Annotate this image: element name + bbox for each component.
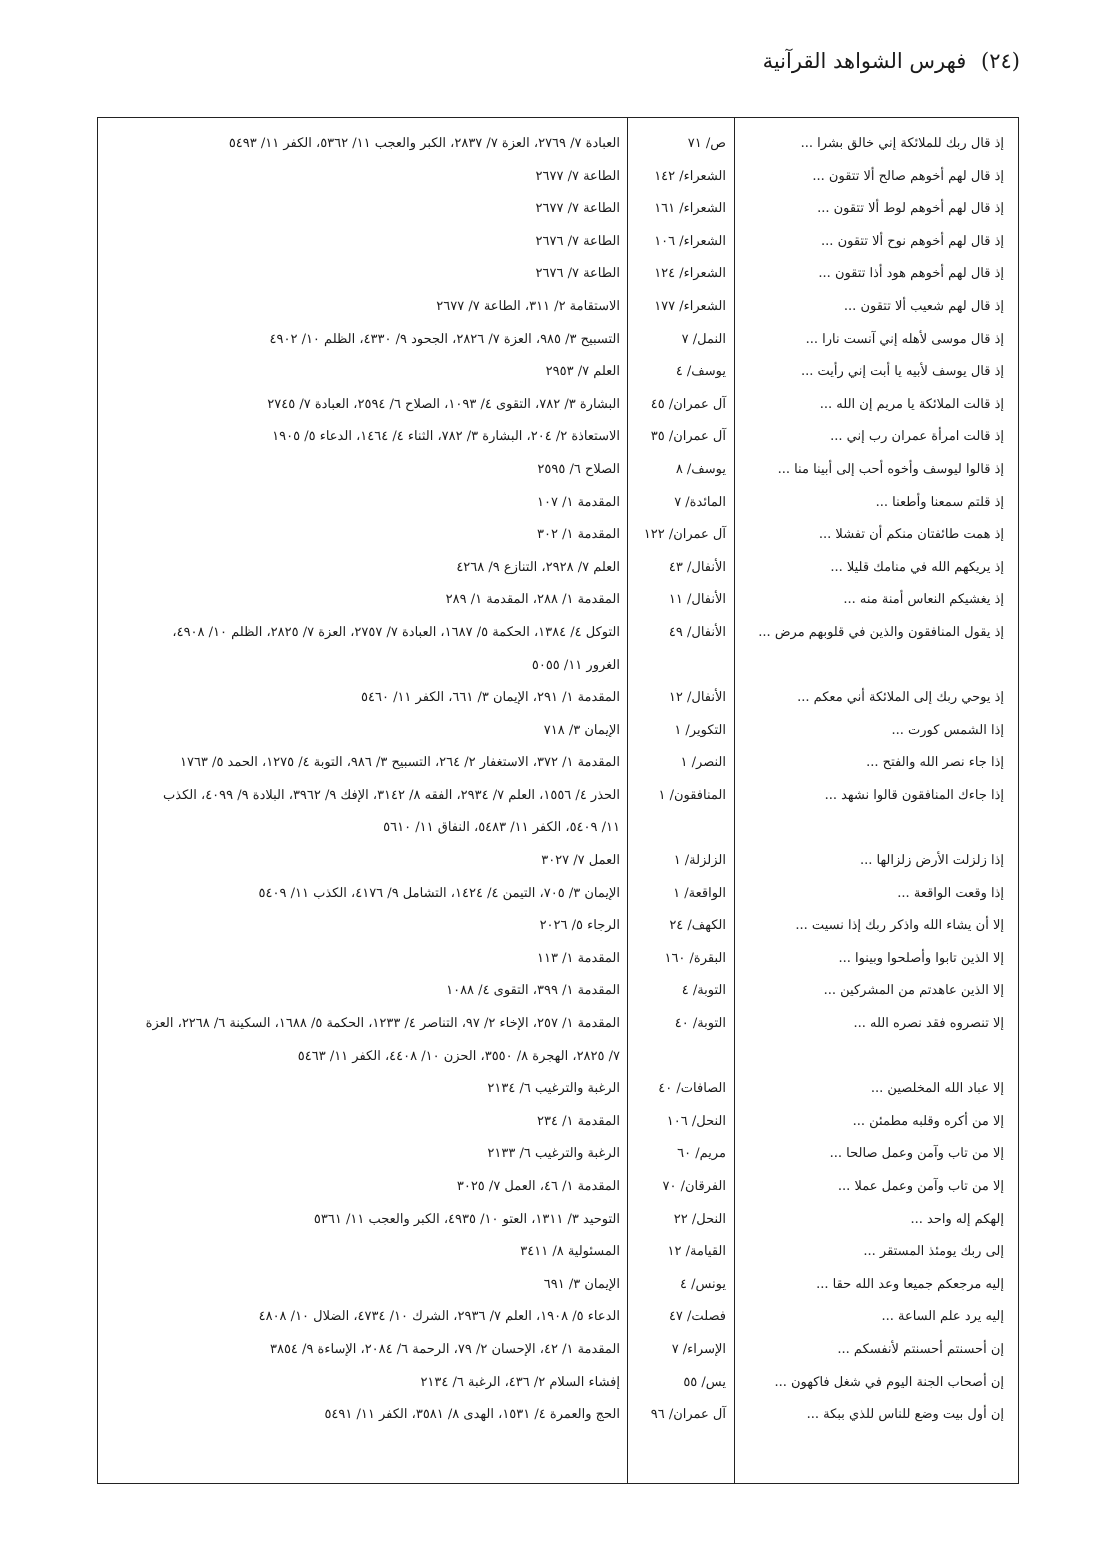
verse-text: إليه يرد علم الساعة ... xyxy=(881,1309,1004,1325)
surah-reference: التوبة/ ٤٠ xyxy=(674,1016,726,1032)
occurrence-line: الرجاء ٥/ ٢٠٢٦ xyxy=(539,918,620,934)
occurrences xyxy=(104,519,620,552)
occurrences xyxy=(104,1334,620,1367)
surah-reference: الأنفال/ ٤٣ xyxy=(668,559,726,575)
surah-reference: النحل/ ١٠٦ xyxy=(666,1113,726,1129)
occurrence-line: الاستعاذة ٢/ ٢٠٤، البشارة ٣/ ٧٨٢، الثناء ٤/ ١٤٦٤، الدعاء ٥/ ١٩٠٥ xyxy=(272,429,620,445)
table-row xyxy=(98,389,1018,422)
surah-reference: البقرة/ ١٦٠ xyxy=(664,950,726,966)
surah-reference: الأنفال/ ١٢ xyxy=(668,690,726,706)
occurrence-line: الصلاح ٦/ ٢٥٩٥ xyxy=(537,461,620,477)
verse-text: إلا من تاب وآمن وعمل عملا ... xyxy=(837,1179,1004,1194)
surah-reference: النمل/ ٧ xyxy=(681,331,726,347)
surah-reference: الشعراء/ ١٢٤ xyxy=(654,266,726,282)
occurrence-line: الطاعة ٧/ ٢٦٧٧ xyxy=(535,201,620,217)
surah-reference: آل عمران/ ٤٥ xyxy=(650,396,726,412)
surah-reference: آل عمران/ ٩٦ xyxy=(650,1407,726,1423)
occurrences xyxy=(104,1138,620,1171)
table-row xyxy=(98,519,1018,552)
occurrence-line: المقدمة ١/ ١١٣ xyxy=(536,950,620,966)
occurrence-line: ٧/ ٢٨٢٥، الهجرة ٨/ ٣٥٥٠، الحزن ١٠/ ٤٤٠٨، الكفر ١١/ ٥٤٦٣ xyxy=(297,1048,620,1064)
verse-text: إذ قالوا ليوسف وأخوه أحب إلى أبينا منا ... xyxy=(777,461,1004,477)
table-row xyxy=(98,291,1018,324)
verse-text: إذ قال يوسف لأبيه يا أبت إني رأيت ... xyxy=(801,364,1004,380)
surah-reference: المنافقون/ ١ xyxy=(658,787,726,803)
surah-reference: يس/ ٥٥ xyxy=(683,1374,726,1390)
verse-text: إذ قالت الملائكة يا مريم إن الله ... xyxy=(819,396,1004,412)
verse-text: إذ يغشيكم النعاس أمنة منه ... xyxy=(843,592,1004,608)
occurrences xyxy=(104,715,620,748)
occurrence-line: العمل ٧/ ٣٠٢٧ xyxy=(541,853,620,869)
table-row xyxy=(98,878,1018,911)
occurrences xyxy=(104,780,620,845)
verse-text: إلا الذين عاهدتم من المشركين ... xyxy=(823,983,1004,999)
verse-text: إن أحسنتم أحسنتم لأنفسكم ... xyxy=(837,1341,1004,1357)
table-row xyxy=(98,356,1018,389)
occurrences xyxy=(104,1367,620,1400)
surah-reference: فصلت/ ٤٧ xyxy=(668,1309,726,1325)
table-row xyxy=(98,193,1018,226)
surah-reference: القيامة/ ١٢ xyxy=(667,1244,726,1260)
verse-text: إذا جاءك المنافقون قالوا نشهد ... xyxy=(824,787,1004,803)
occurrence-line: العبادة ٧/ ٢٧٦٩، العزة ٧/ ٢٨٣٧، الكبر والعجب ١١/ ٥٣٦٢، الكفر ١١/ ٥٤٩٣ xyxy=(228,136,620,151)
table-row xyxy=(98,780,1018,845)
surah-reference: التكوير/ ١ xyxy=(674,722,726,738)
table-row xyxy=(98,975,1018,1008)
occurrence-line: ١١/ ٥٤٠٩، الكفر ١١/ ٥٤٨٣، النفاق ١١/ ٥٦١٠ xyxy=(383,820,620,836)
occurrence-line: المقدمة ١/ ٤٦، العمل ٧/ ٣٠٢٥ xyxy=(456,1179,620,1194)
occurrence-line: المقدمة ١/ ٤٢، الإحسان ٢/ ٧٩، الرحمة ٦/ ٢٠٨٤، الإساءة ٩/ ٣٨٥٤ xyxy=(269,1341,620,1357)
verse-text: إذا جاء نصر الله والفتح ... xyxy=(866,755,1004,771)
page-title: فهرس الشواهد القرآنية xyxy=(762,49,967,73)
occurrences xyxy=(104,1106,620,1139)
table-row xyxy=(98,747,1018,780)
verse-text: إذ قال لهم أخوهم هود أذا تتقون ... xyxy=(818,266,1004,282)
occurrences xyxy=(104,552,620,585)
table-row xyxy=(98,421,1018,454)
table-row xyxy=(98,1301,1018,1334)
occurrences xyxy=(104,356,620,389)
surah-reference: الأنفال/ ١١ xyxy=(668,592,726,608)
surah-reference: النحل/ ٢٢ xyxy=(673,1211,726,1227)
occurrences xyxy=(104,584,620,617)
occurrences xyxy=(104,128,620,161)
occurrences xyxy=(104,975,620,1008)
occurrence-line: التوحيد ٣/ ١٣١١، العتو ١٠/ ٤٩٣٥، الكبر والعجب ١١/ ٥٣٦١ xyxy=(313,1211,620,1227)
occurrence-line: الطاعة ٧/ ٢٦٧٦ xyxy=(535,233,620,249)
occurrence-line: الدعاء ٥/ ١٩٠٨، العلم ٧/ ٢٩٣٦، الشرك ١٠/ ٤٧٣٤، الضلال ١٠/ ٤٨٠٨ xyxy=(258,1309,620,1325)
occurrence-line: الرغبة والترغيب ٦/ ٢١٣٣ xyxy=(487,1146,620,1162)
occurrence-line: الرغبة والترغيب ٦/ ٢١٣٤ xyxy=(487,1081,620,1097)
table-row xyxy=(98,324,1018,357)
surah-reference: يوسف/ ٨ xyxy=(675,461,726,477)
table-row xyxy=(98,161,1018,194)
surah-reference: الكهف/ ٢٤ xyxy=(669,918,726,934)
verse-text: إلا من أكره وقلبه مطمئن ... xyxy=(852,1113,1004,1129)
surah-reference: يونس/ ٤ xyxy=(679,1276,726,1292)
verse-text: إذ قال لهم أخوهم صالح ألا تتقون ... xyxy=(812,168,1004,184)
occurrence-line: الغرور ١١/ ٥٠٥٥ xyxy=(531,657,620,673)
occurrence-line: البشارة ٣/ ٧٨٢، التقوى ٤/ ١٠٩٣، الصلاح ٦/ ٢٥٩٤، العبادة ٧/ ٢٧٤٥ xyxy=(267,396,620,412)
occurrence-line: التسبيح ٣/ ٩٨٥، العزة ٧/ ٢٨٢٦، الجحود ٩/ ٤٣٣٠، الظلم ١٠/ ٤٩٠٢ xyxy=(269,331,620,347)
occurrences xyxy=(104,1399,620,1432)
occurrence-line: العلم ٧/ ٢٩٥٣ xyxy=(545,364,620,380)
occurrence-line: الإيمان ٣/ ٧٠٥، التيمن ٤/ ١٤٢٤، التشامل ٩/ ٤١٧٦، الكذب ١١/ ٥٤٠٩ xyxy=(258,885,620,901)
verse-text: إذ همت طائفتان منكم أن تفشلا ... xyxy=(818,527,1004,543)
table-row xyxy=(98,226,1018,259)
verse-text: إلهكم إله واحد ... xyxy=(910,1211,1004,1227)
occurrences xyxy=(104,291,620,324)
occurrences xyxy=(104,910,620,943)
occurrence-line: المقدمة ١/ ٢٨٨، المقدمة ١/ ٢٨٩ xyxy=(445,592,620,608)
table-row xyxy=(98,552,1018,585)
occurrences xyxy=(104,943,620,976)
occurrence-line: المقدمة ١/ ٣٠٢ xyxy=(536,527,620,543)
surah-reference: الشعراء/ ١٠٦ xyxy=(654,233,726,249)
verse-text: إذا وقعت الواقعة ... xyxy=(897,885,1004,901)
surah-reference: الشعراء/ ١٤٢ xyxy=(654,168,726,184)
occurrence-line: المقدمة ١/ ٢٩١، الإيمان ٣/ ٦٦١، الكفر ١١/ ٥٤٦٠ xyxy=(361,690,620,706)
occurrences xyxy=(104,1204,620,1237)
verse-text: إلا عباد الله المخلصين ... xyxy=(870,1081,1004,1097)
surah-reference: الشعراء/ ١٧٧ xyxy=(654,298,726,314)
occurrence-line: المسئولية ٨/ ٣٤١١ xyxy=(520,1244,620,1260)
occurrences xyxy=(104,1073,620,1106)
verse-text: إذ قال ربك للملائكة إني خالق بشرا ... xyxy=(800,136,1004,151)
occurrences xyxy=(104,617,620,682)
page-header xyxy=(90,46,1020,76)
occurrence-line: المقدمة ١/ ٢٥٧، الإخاء ٢/ ٩٧، التناصر ٤/ ١٢٣٣، الحكمة ٥/ ١٦٨٨، السكينة ٦/ ٢٢٦٨، العزة xyxy=(145,1016,620,1032)
verse-text: إلى ربك يومئذ المستقر ... xyxy=(863,1244,1004,1260)
table-row xyxy=(98,1073,1018,1106)
occurrences xyxy=(104,1269,620,1302)
verse-text: إذا زلزلت الأرض زلزالها ... xyxy=(859,853,1004,869)
surah-reference: آل عمران/ ١٢٢ xyxy=(643,527,726,543)
table-row xyxy=(98,1367,1018,1400)
occurrences xyxy=(104,878,620,911)
occurrences xyxy=(104,1171,620,1204)
occurrences xyxy=(104,1008,620,1073)
table-row xyxy=(98,1204,1018,1237)
table-row xyxy=(98,845,1018,878)
verse-text: إذ قال لهم شعيب ألا تتقون ... xyxy=(843,298,1004,314)
occurrence-line: المقدمة ١/ ٣٧٢، الاستغفار ٢/ ٢٦٤، التسبيح ٣/ ٩٨٦، التوبة ٤/ ١٢٧٥، الحمد ٥/ ١٧٦٣ xyxy=(179,755,620,771)
occurrence-line: الحج والعمرة ٤/ ١٥٣١، الهدى ٨/ ٣٥٨١، الكفر ١١/ ٥٤٩١ xyxy=(324,1407,620,1423)
table-row xyxy=(98,715,1018,748)
verse-text: إذ قال لهم أخوهم لوط ألا تتقون ... xyxy=(817,201,1004,217)
verse-text: إن أول بيت وضع للناس للذي ببكة ... xyxy=(806,1407,1004,1423)
verse-text: إذ قالت امرأة عمران رب إني ... xyxy=(830,429,1004,445)
occurrences xyxy=(104,389,620,422)
occurrence-line: الطاعة ٧/ ٢٦٧٧ xyxy=(535,168,620,184)
occurrence-line: الحذر ٤/ ١٥٥٦، العلم ٧/ ٢٩٣٤، الفقه ٨/ ٣١٤٢، الإفك ٩/ ٣٩٦٢، البلادة ٩/ ٤٠٩٩، الكذب xyxy=(163,787,620,803)
occurrence-line: العلم ٧/ ٢٩٢٨، التنازع ٩/ ٤٢٦٨ xyxy=(456,559,620,575)
occurrence-line: التوكل ٤/ ١٣٨٤، الحكمة ٥/ ١٦٨٧، العبادة ٧/ ٢٧٥٧، العزة ٧/ ٢٨٢٥، الظلم ١٠/ ٤٩٠٨، xyxy=(172,624,620,640)
surah-reference: الزلزلة/ ١ xyxy=(673,853,726,869)
verse-text: إذ قال موسى لأهله إني آنست نارا ... xyxy=(805,331,1004,347)
verse-text: إلا تنصروه فقد نصره الله ... xyxy=(853,1016,1004,1032)
occurrence-line: المقدمة ١/ ٣٩٩، التقوى ٤/ ١٠٨٨ xyxy=(446,983,620,999)
occurrences xyxy=(104,1301,620,1334)
occurrence-line: إفشاء السلام ٢/ ٤٣٦، الرغبة ٦/ ٢١٣٤ xyxy=(420,1374,620,1390)
verse-text: إذ يريكهم الله في منامك قليلا ... xyxy=(830,559,1004,575)
page-number: (٢٤) xyxy=(981,49,1020,73)
occurrence-line: المقدمة ١/ ١٠٧ xyxy=(536,494,620,510)
table-row xyxy=(98,128,1018,161)
verse-text: إلا الذين تابوا وأصلحوا وبينوا ... xyxy=(838,950,1004,966)
verse-text: إذ قال لهم أخوهم نوح ألا تتقون ... xyxy=(821,233,1004,249)
table-row xyxy=(98,1106,1018,1139)
occurrences xyxy=(104,454,620,487)
surah-reference: التوبة/ ٤ xyxy=(681,983,726,999)
table-row xyxy=(98,1236,1018,1269)
occurrence-line: الطاعة ٧/ ٢٦٧٦ xyxy=(535,266,620,282)
occurrences xyxy=(104,258,620,291)
occurrences xyxy=(104,1236,620,1269)
table-row xyxy=(98,1399,1018,1432)
verse-text: إلا أن يشاء الله واذكر ربك إذا نسيت ... xyxy=(795,918,1004,934)
verse-text: إذ قلتم سمعنا وأطعنا ... xyxy=(875,494,1004,510)
verse-text: إذ يقول المنافقون والذين في قلوبهم مرض ... xyxy=(758,624,1004,640)
surah-reference: الإسراء/ ٧ xyxy=(671,1341,726,1357)
table-row xyxy=(98,1269,1018,1302)
occurrence-line: الإيمان ٣/ ٧١٨ xyxy=(543,722,620,738)
surah-reference: الصافات/ ٤٠ xyxy=(658,1081,726,1097)
occurrences xyxy=(104,324,620,357)
surah-reference: الفرقان/ ٧٠ xyxy=(662,1179,726,1194)
table-row xyxy=(98,1138,1018,1171)
table-row xyxy=(98,454,1018,487)
verse-text: إذ يوحي ربك إلى الملائكة أني معكم ... xyxy=(797,690,1004,706)
table-row xyxy=(98,1334,1018,1367)
surah-reference: المائدة/ ٧ xyxy=(674,494,726,510)
verse-text: إن أصحاب الجنة اليوم في شغل فاكهون ... xyxy=(774,1374,1004,1390)
occurrence-line: الإيمان ٣/ ٦٩١ xyxy=(543,1276,620,1292)
table-row xyxy=(98,943,1018,976)
index-table xyxy=(97,117,1019,1484)
table-row xyxy=(98,1008,1018,1073)
table-row xyxy=(98,487,1018,520)
surah-reference: يوسف/ ٤ xyxy=(675,364,726,380)
surah-reference: آل عمران/ ٣٥ xyxy=(650,429,726,445)
occurrences xyxy=(104,421,620,454)
table-row xyxy=(98,617,1018,682)
surah-reference: الشعراء/ ١٦١ xyxy=(654,201,726,217)
table-row xyxy=(98,1171,1018,1204)
index-rows xyxy=(98,128,1018,1432)
occurrences xyxy=(104,747,620,780)
table-row xyxy=(98,584,1018,617)
table-row xyxy=(98,682,1018,715)
occurrences xyxy=(104,161,620,194)
occurrence-line: الاستقامة ٢/ ٣١١، الطاعة ٧/ ٢٦٧٧ xyxy=(436,298,620,314)
surah-reference: النصر/ ١ xyxy=(680,755,726,771)
table-row xyxy=(98,258,1018,291)
occurrence-line: المقدمة ١/ ٢٣٤ xyxy=(536,1113,620,1129)
occurrences xyxy=(104,845,620,878)
surah-reference: ص/ ٧١ xyxy=(687,136,726,151)
verse-text: إلا من تاب وآمن وعمل صالحا ... xyxy=(829,1146,1004,1162)
surah-reference: الأنفال/ ٤٩ xyxy=(668,624,726,640)
occurrences xyxy=(104,487,620,520)
occurrences xyxy=(104,193,620,226)
surah-reference: الواقعة/ ١ xyxy=(673,885,726,901)
occurrences xyxy=(104,682,620,715)
verse-text: إليه مرجعكم جميعا وعد الله حقا ... xyxy=(816,1276,1004,1292)
occurrences xyxy=(104,226,620,259)
verse-text: إذا الشمس كورت ... xyxy=(891,722,1004,738)
surah-reference: مريم/ ٦٠ xyxy=(677,1146,726,1162)
table-row xyxy=(98,910,1018,943)
